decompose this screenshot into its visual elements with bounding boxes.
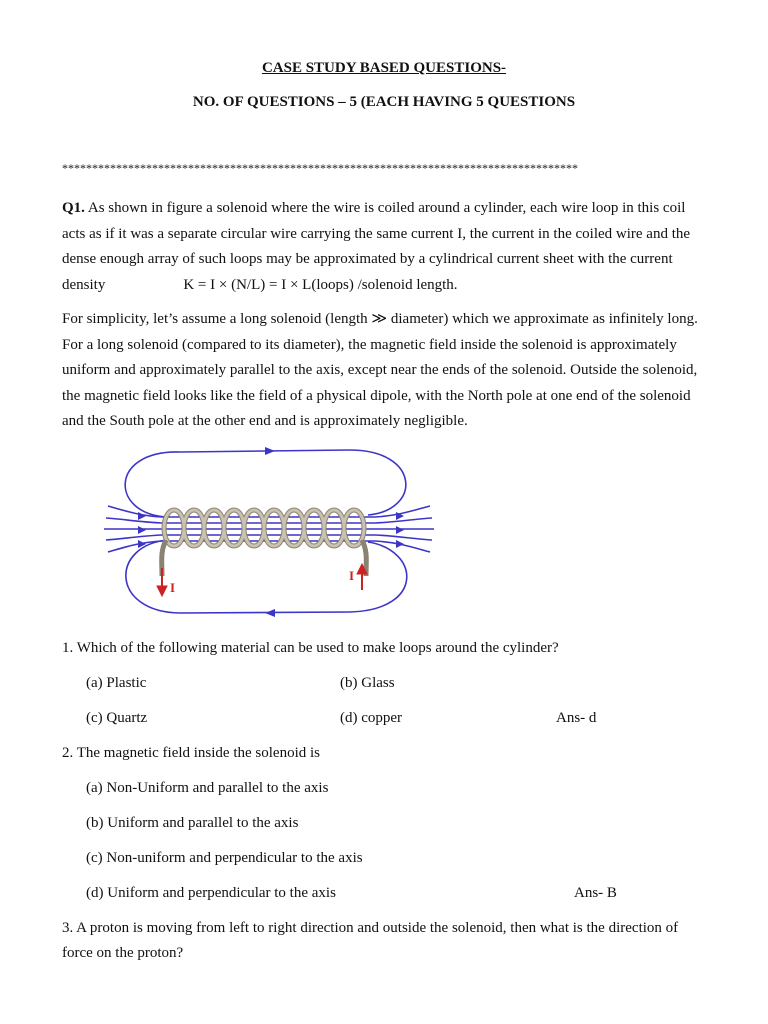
question-1-option-b: (b) Glass bbox=[340, 675, 395, 691]
question-1-option-c: (c) Quartz bbox=[86, 710, 148, 726]
field-line-right-4 bbox=[375, 535, 432, 540]
field-line-left-2 bbox=[106, 518, 162, 523]
question-1-option-a: (a) Plastic bbox=[86, 675, 147, 691]
separator-line: ************************************************************************************** bbox=[62, 161, 578, 175]
arrow-top bbox=[265, 447, 275, 455]
arrow-left-1 bbox=[138, 512, 146, 520]
question-3-text-line-1: 3. A proton is moving from left to right direction and outside the solenoid, then what is the direction of bbox=[62, 920, 679, 936]
document-subtitle: NO. OF QUESTIONS – 5 (EACH HAVING 5 QUESTIONS bbox=[192, 94, 576, 110]
question-2-answer: Ans- B bbox=[574, 885, 617, 901]
question-2-text: 2. The magnetic field inside the solenoid is bbox=[62, 745, 321, 761]
question-2-option-b: (b) Uniform and parallel to the axis bbox=[86, 815, 299, 831]
question-3-text-line-2: force on the proton? bbox=[62, 945, 184, 961]
solenoid-figure bbox=[100, 440, 440, 620]
arrow-bottom bbox=[265, 609, 275, 617]
current-arrows bbox=[157, 564, 367, 596]
question-2-option-a: (a) Non-Uniform and parallel to the axis bbox=[86, 780, 329, 796]
document-title: CASE STUDY BASED QUESTIONS- bbox=[261, 60, 507, 76]
q1-intro-text: As shown in figure a solenoid where the wire is coiled around a cylinder, each wire loop in this coil acts as if it was a separate circular wire carrying the same current I, the current in the coiled wire and the dense enough array of such loops may be approximated by a cylindrical current sheet with the current density bbox=[62, 200, 691, 293]
current-label-right: I bbox=[349, 568, 355, 583]
q1-label: Q1. bbox=[62, 200, 85, 216]
field-line-left-4 bbox=[106, 535, 162, 540]
question-1-answer: Ans- d bbox=[556, 710, 597, 726]
arrow-right-2 bbox=[396, 526, 404, 534]
q1-solenoid-paragraph: For simplicity, let’s assume a long solenoid (length ≫ diameter) which we approximate as infinitely long. For a long solenoid (compared to its diameter), the magnetic field inside the solenoid is approximately uniform and approximately parallel to the axis, except near the ends of the solenoid. Outside the solenoid, the magnetic field looks like the field of a physical dipole, with the North pole at one end of the solenoid and the South pole at the other end and is approximately negligible. bbox=[62, 311, 698, 429]
q1-intro-paragraph bbox=[62, 196, 706, 298]
current-label-left: I bbox=[170, 580, 176, 595]
arrow-right-3 bbox=[396, 540, 404, 548]
field-line-right-2 bbox=[375, 518, 432, 523]
question-2-option-d: (d) Uniform and perpendicular to the axis bbox=[86, 885, 336, 901]
question-1-option-d: (d) copper bbox=[340, 710, 403, 726]
current-arrow-left-head bbox=[157, 586, 167, 596]
field-lines bbox=[104, 450, 434, 613]
question-2-option-c: (c) Non-uniform and perpendicular to the axis bbox=[86, 850, 363, 866]
arrow-left-2 bbox=[138, 526, 146, 534]
current-density-formula: K = I × (N/L) = I × L(loops) /solenoid length. bbox=[183, 276, 458, 293]
question-1-text: 1. Which of the following material can be used to make loops around the cylinder? bbox=[62, 640, 559, 656]
field-line-top bbox=[125, 450, 406, 517]
